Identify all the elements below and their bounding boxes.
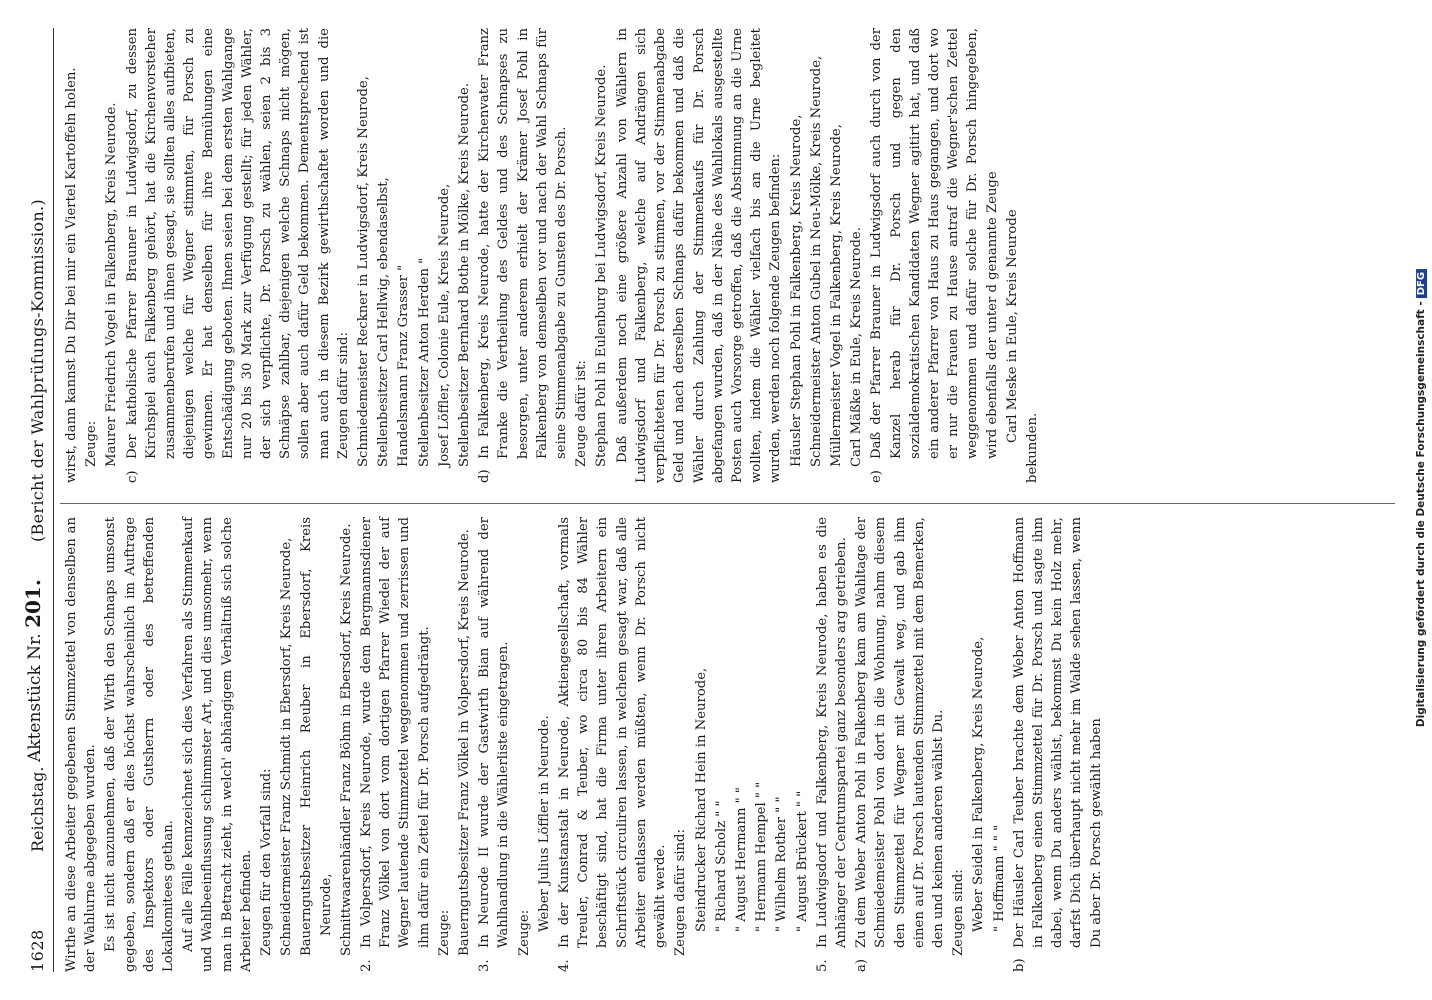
witness-entry: " August Hermann " " <box>733 787 749 932</box>
item-c <box>123 28 353 483</box>
closing-word: bekunden. <box>1024 412 1040 483</box>
item-text: In Ludwigsdorf und Falkenberg, Kreis Neurode, haben es die Anhänger der Centrumspartei ganz besonders arg getrieben. <box>814 517 849 948</box>
dfg-logo: DFG <box>1416 269 1427 298</box>
item-d <box>475 28 571 483</box>
intro-paragraph-3: Auf alle Fälle kennzeichnet sich dies Verfahren als Stimmenkauf und Wahlbeeinflussung schlimmster Art, und dies umsomehr, wenn man in Betracht zieht, in welch' abhängigem Verhältniß sich solche Arbeiter befinden. <box>181 517 254 972</box>
report-subtitle: (Bericht der Wahlprüfungs-Kommission.) <box>28 199 47 542</box>
witnesses-label: Zeugen für den Vorfall sind: <box>259 768 275 956</box>
item-5a <box>852 517 948 972</box>
witness-entry: Weber Julius Löffler in Neurode. <box>536 715 552 932</box>
item-e <box>867 28 1001 483</box>
witness-entry: Stellenbesitzer Bernhard Bothe in Mölke, Kreis Neurode. <box>457 82 473 467</box>
column-divider <box>60 503 1395 504</box>
page-number: 1628 <box>28 929 47 972</box>
paragraph: Daß außerdem noch eine größere Anzahl von Wählern in Ludwigsdorf und Falkenberg, welche auf Andrängen sich verpflichteten für Dr. Porsch zu stimmen, vor der Stimmenabgabe Geld und nach derselben Schnaps dafür bekommen und daß die Wähler durch Zahlung der Stimmenkaufs für Dr. Porsch abgefangen wurden, daß in der Nähe des Wahllokals ausgestellte Posten auch Vorsorge getroffen, daß die Abstimmung an die Urne wollten, indem die Wähler vielfach bis an die Urne begleitet wurden, werden noch folgende Zeugen befinden: <box>614 28 784 483</box>
witness-entry: " Wilhelm Rother " " <box>774 796 790 932</box>
item-text: In Falkenberg, Kreis Neurode, hatte der Kirchenvater Franz Franke die Vertheilung des Geldes und des Schnapses zu besorgen, unter anderem erhielt der Krämer Josef Pohl in Falkenberg von demselben vor und nach der Wahl Schnaps für seine Stimmenabgabe zu Gunsten des Dr. Porsch. <box>477 28 570 459</box>
witness-entry: Stephan Pohl in Eulenburg bei Ludwigsdorf, Kreis Neurode. <box>594 64 610 467</box>
witness-entry: Schmiedemeister Reckner in Ludwigsdorf, Kreis Neurode, <box>356 76 372 467</box>
item-text: In Volpersdorf, Kreis Neurode, wurde dem Bergmannsdiener Franz Völkel von dort vom dortigen Pfarrer Wiedel der auf Wegner lautende Stimmzettel weggenommen und zerrissen und ihm dafür ein Zettel für Dr. Porsch aufgedrängt. <box>359 517 432 948</box>
intro-paragraph-1: Wirthe an diese Arbeiter gegebenen Stimmzettel von denselben an der Wahlurne abgegeben wurden. <box>64 517 99 972</box>
item-number: 5. <box>814 959 830 972</box>
witness-label: Zeuge: <box>84 420 100 467</box>
item-2 <box>357 517 434 972</box>
item-letter: b) <box>1011 958 1027 972</box>
document-number: 201. <box>21 579 45 628</box>
item-text: Der Häusler Carl Teuber brachte dem Weber Anton Hoffmann in Falkenberg einen Stimmzettel für Dr. Porsch und sagte ihm dabei, wenn Du anders wählst, bekommst Du kein Holz mehr, darfst Dich überhaupt nicht mehr im Walde sehen lassen, wenn Du aber Dr. Porsch gewählt haben <box>1011 517 1104 948</box>
right-column <box>62 28 1043 483</box>
item-text: In Neurode II wurde der Gastwirth Bian auf während der Wahlhandlung in die Wählerliste eingetragen. <box>477 517 512 948</box>
item-text: In der Kunstanstalt in Neurode, Aktiengesellschaft, vormals Treuler, Conrad & Teuber, wo circa 80 bis 84 Wähler beschäftigt sind, hat die Firma unter ihren Arbeitern ein Schriftstück circuliren lassen, in welchem gesagt war, daß alle Arbeiter entlassen werden müßten, wenn Dr. Porsch nicht gewählt werde. <box>557 517 669 948</box>
running-head <box>22 28 52 972</box>
funding-notice-text: Digitalisierung gefördert durch die Deutsche Forschungsgemeinschaft - <box>1415 301 1427 728</box>
intro-paragraph-2: Es ist nicht anzunehmen, daß der Wirth den Schnaps umsonst gegeben, sondern daß er dies höchst wahrscheinlich im Auftrage des Inspektors oder Gutsherrn oder des betreffenden Lokalkomitees gethan. <box>103 517 177 972</box>
item-letter: a) <box>854 958 870 972</box>
witness-entry: Carl Meske in Eule, Kreis Neurode <box>1004 209 1020 443</box>
funding-notice <box>1415 269 1427 727</box>
witness-entry: " August Brückert " " <box>794 790 810 932</box>
item-text: Zu dem Weber Anton Pohl in Falkenberg kam am Wahltage der Schmiedemeister Pohl von dort in die Wohnung, nahm diesem den Stimmzettel für Wegner mit Gewalt weg, und gab ihm einen auf Dr. Porsch lautenden Stimmzettel mit dem Bemerken, den und keinen anderen wählst Du. <box>854 517 946 948</box>
item-3 <box>475 517 513 972</box>
witnesses-label: Zeugen dafür sind: <box>673 829 689 956</box>
item-letter: c) <box>124 470 140 483</box>
witness-label: Zeuge dafür ist: <box>574 360 590 467</box>
item-text: Daß der Pfarrer Brauner in Ludwigsdorf auch durch von der Kanzel herab für Dr. Porsch und gegen den sozialdemokratischen Kandidaten Wegner agitirt hat, und daß ein anderer Pfarrer von Haus zu Haus gegangen, und dort wo er nur die Frauen zu Hause antraf die Wegner'schen Zettel weggenommen und dafür solche für Dr. Porsch hingegeben, wird ebenfalls der unter d genannte Zeuge <box>869 28 1000 459</box>
continued-text: wirst, dann kannst Du Dir bei mir ein Viertel Kartoffeln holen. <box>64 67 79 483</box>
document-label <box>21 579 45 762</box>
witness-entry: Weber Seidel in Falkenberg, Kreis Neurode, <box>971 636 987 932</box>
witness-entry: Bauerngutsbesitzer Franz Völkel in Volpersdorf, Kreis Neurode. <box>457 529 473 956</box>
witness-entry: " Hermann Hempel " " <box>754 781 770 932</box>
witness-entry: Stellenbesitzer Carl Hellwig, ebendaselbst, <box>376 177 392 467</box>
item-number: 3. <box>477 959 493 972</box>
witness-entry: Steindrucker Richard Hein in Neurode, <box>693 667 709 932</box>
witness-entry: Carl Mäßke in Eule, Kreis Neurode. <box>849 227 865 467</box>
witness-entry: Maurer Friedrich Vogel in Falkenberg, Kreis Neurode. <box>104 102 120 467</box>
witness-entry: Schnittwaarenhändler Franz Böhm in Ebersdorf, Kreis Neurode. <box>338 523 354 956</box>
witness-entry: Stellenbesitzer Anton Herden " <box>416 257 432 467</box>
witness-entry: " Richard Scholz " " <box>713 800 729 932</box>
chamber-label: Reichstag. <box>28 766 47 852</box>
witness-entry: Bauerngutsbesitzer Heinrich Reuber in Ebersdorf, Kreis Neurode, <box>299 517 334 956</box>
item-text: Der katholische Pfarrer Brauner in Ludwigsdorf, zu dessen Kirchspiel auch Falkenberg gehört, hat die Kirchenvorsteher zusammenberufen und ihnen gesagt, sie sollten alles aufbieten, diejenigen welche für Wegner stimmten, für Porsch zu gewinnen. Er hat denselben für ihre Bemühungen eine Entschädigung geboten. Ihnen seien bei dem ersten Wahlgange nur 20 bis 30 Mark zur Verfügung gestellt; für jeden Wähler, der sich verpflichte, Dr. Porsch zu wählen, seien 2 bis 3 Schnäpse zahlbar, diejenigen welche Schnaps nicht mögen, sollen aber auch dafür Geld bekommen. Dementsprechend ist man auch in diesem Bezirk gewirthschaftet worden und die Zeugen dafür sind: <box>124 28 351 459</box>
item-letter: d) <box>477 469 493 483</box>
witness-entry: Müllermeister Vogel in Falkenberg, Kreis Neurode, <box>828 124 844 467</box>
item-number: 2. <box>359 959 375 972</box>
witness-entry: Schneidermeister Franz Schmidt in Ebersdorf, Kreis Neurode, <box>279 537 295 956</box>
left-column <box>62 517 1107 972</box>
item-letter: e) <box>869 470 885 483</box>
witness-entry: " Hoffmann " " " <box>991 824 1007 932</box>
item-4 <box>555 517 670 972</box>
item-5b <box>1010 517 1106 972</box>
witness-label: Zeuge: <box>516 909 532 956</box>
witness-label: Zeuge: <box>436 909 452 956</box>
funding-sidebar <box>1413 18 1429 978</box>
item-number: 4. <box>557 959 573 972</box>
witness-entry: Häusler Stephan Pohl in Falkenberg, Kreis Neurode, <box>788 114 804 467</box>
header-rule <box>53 28 54 972</box>
item-5 <box>813 517 851 972</box>
witness-entry: Josef Löffler, Colonie Eule, Kreis Neurode, <box>436 183 452 467</box>
witness-entry: Handelsmann Franz Grasser " <box>396 264 412 467</box>
document-label-text: Aktenstück Nr. <box>25 633 45 762</box>
witnesses-label: Zeugen sind: <box>951 869 967 956</box>
witness-entry: Schneidermeister Anton Gubel in Neu-Mölke, Kreis Neurode, <box>808 55 824 467</box>
